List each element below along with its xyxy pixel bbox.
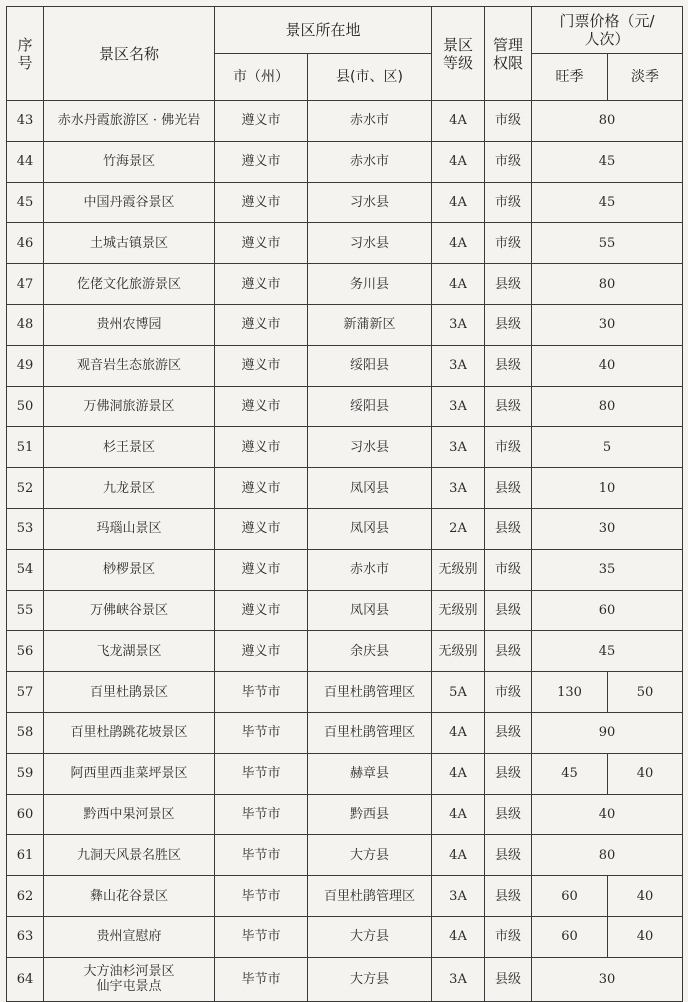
ticket-price-off: 40 [608, 916, 683, 957]
management-level: 县级 [485, 712, 532, 753]
scenic-name [44, 957, 215, 1001]
header-name: 景区名称 [44, 7, 215, 101]
row-number: 63 [7, 916, 44, 957]
county: 余庆县 [308, 631, 432, 672]
table-row [7, 631, 683, 672]
management-level: 县级 [485, 304, 532, 345]
header-level: 景区等级 [432, 7, 485, 101]
scenic-name: 土城古镇景区 [44, 223, 215, 264]
table-row [7, 141, 683, 182]
ticket-price-off: 40 [608, 876, 683, 917]
county: 绥阳县 [308, 345, 432, 386]
row-number: 52 [7, 468, 44, 509]
ticket-price: 80 [532, 835, 683, 876]
management-level: 市级 [485, 223, 532, 264]
table-row [7, 223, 683, 264]
scenic-name: 竹海景区 [44, 141, 215, 182]
row-number: 51 [7, 427, 44, 468]
scenic-level: 2A [432, 508, 485, 549]
table-row [7, 101, 683, 142]
city: 遵义市 [215, 427, 308, 468]
scenic-name: 贵州宣慰府 [44, 916, 215, 957]
row-number: 49 [7, 345, 44, 386]
row-number: 61 [7, 835, 44, 876]
scenic-level: 4A [432, 835, 485, 876]
scenic-level: 无级别 [432, 631, 485, 672]
table-row [7, 427, 683, 468]
scenic-name: 贵州农博园 [44, 304, 215, 345]
scenic-name: 九洞天风景名胜区 [44, 835, 215, 876]
management-level: 县级 [485, 631, 532, 672]
row-number: 48 [7, 304, 44, 345]
scenic-level: 3A [432, 957, 485, 1001]
city: 毕节市 [215, 876, 308, 917]
county: 赤水市 [308, 141, 432, 182]
city: 毕节市 [215, 957, 308, 1001]
scenic-level: 4A [432, 916, 485, 957]
scenic-level: 3A [432, 468, 485, 509]
row-number: 62 [7, 876, 44, 917]
scenic-level: 3A [432, 427, 485, 468]
ticket-price: 30 [532, 957, 683, 1001]
row-number: 55 [7, 590, 44, 631]
scenic-level: 4A [432, 712, 485, 753]
ticket-price: 55 [532, 223, 683, 264]
county: 赤水市 [308, 101, 432, 142]
ticket-price: 60 [532, 590, 683, 631]
management-level: 县级 [485, 590, 532, 631]
scenic-name-line: 大方油杉河景区 [83, 964, 175, 980]
ticket-price-off: 50 [608, 672, 683, 713]
scenic-level: 4A [432, 264, 485, 305]
scenic-spot-price-table [6, 6, 683, 1002]
row-number: 45 [7, 182, 44, 223]
table-row [7, 590, 683, 631]
scenic-name: 玛瑙山景区 [44, 508, 215, 549]
management-level: 市级 [485, 141, 532, 182]
management-level: 县级 [485, 386, 532, 427]
table-row [7, 304, 683, 345]
ticket-price-off: 40 [608, 753, 683, 794]
county: 习水县 [308, 223, 432, 264]
county: 百里杜鹃管理区 [308, 876, 432, 917]
scenic-name: 黔西中果河景区 [44, 794, 215, 835]
city: 遵义市 [215, 386, 308, 427]
ticket-price: 45 [532, 141, 683, 182]
row-number: 46 [7, 223, 44, 264]
scenic-level: 3A [432, 876, 485, 917]
header-seq: 序号 [7, 7, 44, 101]
header-county: 县(市、区) [308, 54, 432, 101]
management-level: 县级 [485, 508, 532, 549]
scenic-name: 百里杜鹃景区 [44, 672, 215, 713]
city: 遵义市 [215, 590, 308, 631]
county: 大方县 [308, 916, 432, 957]
ticket-price: 5 [532, 427, 683, 468]
scenic-level: 4A [432, 182, 485, 223]
scenic-level: 3A [432, 345, 485, 386]
county: 习水县 [308, 182, 432, 223]
management-level: 市级 [485, 916, 532, 957]
ticket-price-peak: 130 [532, 672, 608, 713]
scenic-level: 4A [432, 223, 485, 264]
table-header [7, 7, 683, 101]
ticket-price: 80 [532, 264, 683, 305]
ticket-price: 40 [532, 794, 683, 835]
county: 百里杜鹃管理区 [308, 672, 432, 713]
ticket-price: 30 [532, 304, 683, 345]
management-level: 县级 [485, 345, 532, 386]
scenic-name: 观音岩生态旅游区 [44, 345, 215, 386]
scenic-name: 桫椤景区 [44, 549, 215, 590]
county: 绥阳县 [308, 386, 432, 427]
scenic-level: 3A [432, 304, 485, 345]
scenic-name: 仡佬文化旅游景区 [44, 264, 215, 305]
table-row [7, 672, 683, 713]
table-row [7, 182, 683, 223]
ticket-price-peak: 60 [532, 916, 608, 957]
scenic-name: 赤水丹霞旅游区 · 佛光岩 [44, 101, 215, 142]
scenic-level: 无级别 [432, 549, 485, 590]
ticket-price: 80 [532, 386, 683, 427]
scenic-level: 3A [432, 386, 485, 427]
scenic-name: 中国丹霞谷景区 [44, 182, 215, 223]
scenic-name: 九龙景区 [44, 468, 215, 509]
scenic-level: 4A [432, 101, 485, 142]
city: 遵义市 [215, 182, 308, 223]
row-number: 54 [7, 549, 44, 590]
table-row [7, 957, 683, 1001]
management-level: 县级 [485, 957, 532, 1001]
ticket-price: 90 [532, 712, 683, 753]
scenic-name: 万佛洞旅游景区 [44, 386, 215, 427]
scenic-level: 4A [432, 141, 485, 182]
ticket-price: 30 [532, 508, 683, 549]
row-number: 50 [7, 386, 44, 427]
header-management: 管理权限 [485, 7, 532, 101]
row-number: 57 [7, 672, 44, 713]
header-price: 门票价格（元/人次） [532, 7, 683, 54]
scenic-name: 彝山花谷景区 [44, 876, 215, 917]
city: 毕节市 [215, 794, 308, 835]
table-row [7, 916, 683, 957]
county: 习水县 [308, 427, 432, 468]
city: 遵义市 [215, 304, 308, 345]
county: 赫章县 [308, 753, 432, 794]
header-location: 景区所在地 [215, 7, 432, 54]
ticket-price: 80 [532, 101, 683, 142]
table-row [7, 345, 683, 386]
ticket-price: 45 [532, 631, 683, 672]
scenic-name: 杉王景区 [44, 427, 215, 468]
header-city: 市（州） [215, 54, 308, 101]
ticket-price: 40 [532, 345, 683, 386]
scenic-level: 无级别 [432, 590, 485, 631]
county: 凤冈县 [308, 508, 432, 549]
scenic-name: 万佛峡谷景区 [44, 590, 215, 631]
header-off: 淡季 [608, 54, 683, 101]
ticket-price: 10 [532, 468, 683, 509]
scenic-level: 5A [432, 672, 485, 713]
city: 毕节市 [215, 835, 308, 876]
county: 凤冈县 [308, 468, 432, 509]
ticket-price-peak: 45 [532, 753, 608, 794]
row-number: 58 [7, 712, 44, 753]
county: 凤冈县 [308, 590, 432, 631]
city: 遵义市 [215, 264, 308, 305]
table-row [7, 264, 683, 305]
row-number: 56 [7, 631, 44, 672]
county: 务川县 [308, 264, 432, 305]
table-row [7, 712, 683, 753]
scenic-name-line: 仙宇屯景点 [96, 979, 162, 995]
city: 遵义市 [215, 223, 308, 264]
management-level: 市级 [485, 182, 532, 223]
city: 遵义市 [215, 508, 308, 549]
row-number: 64 [7, 957, 44, 1001]
management-level: 县级 [485, 876, 532, 917]
management-level: 市级 [485, 672, 532, 713]
city: 毕节市 [215, 753, 308, 794]
county: 百里杜鹃管理区 [308, 712, 432, 753]
city: 遵义市 [215, 631, 308, 672]
city: 毕节市 [215, 672, 308, 713]
header-peak: 旺季 [532, 54, 608, 101]
management-level: 市级 [485, 427, 532, 468]
county: 新蒲新区 [308, 304, 432, 345]
management-level: 县级 [485, 468, 532, 509]
table-row [7, 468, 683, 509]
city: 毕节市 [215, 916, 308, 957]
ticket-price-peak: 60 [532, 876, 608, 917]
management-level: 县级 [485, 264, 532, 305]
row-number: 43 [7, 101, 44, 142]
city: 遵义市 [215, 101, 308, 142]
county: 大方县 [308, 835, 432, 876]
ticket-price: 45 [532, 182, 683, 223]
management-level: 市级 [485, 549, 532, 590]
county: 赤水市 [308, 549, 432, 590]
row-number: 59 [7, 753, 44, 794]
table-row [7, 835, 683, 876]
city: 遵义市 [215, 345, 308, 386]
table-row [7, 386, 683, 427]
table-row [7, 876, 683, 917]
city: 遵义市 [215, 468, 308, 509]
city: 遵义市 [215, 141, 308, 182]
management-level: 县级 [485, 753, 532, 794]
table-row [7, 508, 683, 549]
scenic-level: 4A [432, 753, 485, 794]
row-number: 53 [7, 508, 44, 549]
scenic-name: 百里杜鹃跳花坡景区 [44, 712, 215, 753]
table-row [7, 549, 683, 590]
city: 毕节市 [215, 712, 308, 753]
row-number: 47 [7, 264, 44, 305]
table-row [7, 794, 683, 835]
management-level: 县级 [485, 835, 532, 876]
table-body [7, 101, 683, 1002]
county: 大方县 [308, 957, 432, 1001]
row-number: 60 [7, 794, 44, 835]
scenic-name: 阿西里西韭菜坪景区 [44, 753, 215, 794]
management-level: 县级 [485, 794, 532, 835]
table-row [7, 753, 683, 794]
scenic-name: 飞龙湖景区 [44, 631, 215, 672]
scenic-level: 4A [432, 794, 485, 835]
city: 遵义市 [215, 549, 308, 590]
row-number: 44 [7, 141, 44, 182]
county: 黔西县 [308, 794, 432, 835]
ticket-price: 35 [532, 549, 683, 590]
management-level: 市级 [485, 101, 532, 142]
